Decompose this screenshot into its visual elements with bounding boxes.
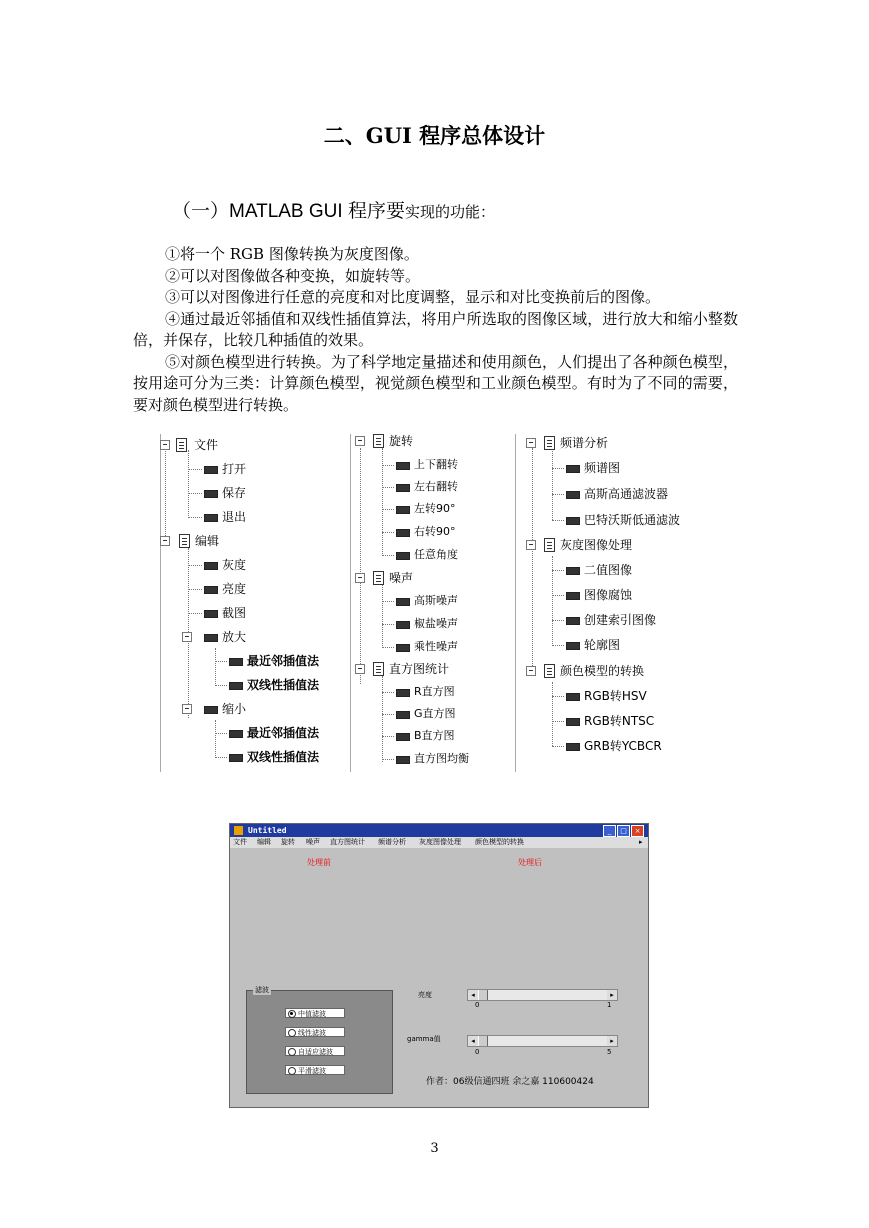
paragraph-3: ③可以对图像进行任意的亮度和对比度调整，显示和对比变换前后的图像。 bbox=[165, 288, 661, 306]
filter-panel bbox=[246, 986, 393, 1094]
slider-thumb[interactable] bbox=[478, 990, 488, 1000]
menu-spectrum[interactable]: 频谱分析 bbox=[378, 838, 406, 846]
brightness-min: 0 bbox=[475, 1001, 480, 1009]
slider-right-arrow-icon[interactable]: ▸ bbox=[607, 1036, 617, 1046]
after-label: 处理后 bbox=[518, 858, 542, 867]
menu-item-icon bbox=[396, 484, 410, 492]
tree-separator-2 bbox=[515, 434, 516, 772]
subtitle-main: （一）MATLAB GUI 程序要 bbox=[172, 201, 405, 222]
folder-doc-icon bbox=[544, 538, 555, 552]
matlab-gui-window bbox=[229, 823, 649, 1108]
folder-doc-icon bbox=[176, 438, 187, 452]
minimize-button[interactable]: _ bbox=[603, 825, 616, 837]
collapse-icon bbox=[182, 632, 192, 642]
collapse-icon bbox=[355, 664, 365, 674]
menu-item-icon bbox=[566, 567, 580, 575]
menu-noise[interactable]: 噪声 bbox=[306, 838, 320, 846]
paragraph-2: ②可以对图像做各种变换，如旋转等。 bbox=[165, 266, 421, 285]
paragraph-1: ①将一个 RGB 图像转换为灰度图像。 bbox=[165, 245, 419, 263]
menu-item-icon bbox=[396, 644, 410, 652]
tree-separator-1 bbox=[350, 434, 351, 772]
slider-left-arrow-icon[interactable]: ◂ bbox=[468, 990, 478, 1000]
collapse-icon bbox=[355, 573, 365, 583]
smooth-filter-radio[interactable]: 平滑滤波 bbox=[285, 1065, 345, 1075]
slider-left-arrow-icon[interactable]: ◂ bbox=[468, 1036, 478, 1046]
folder-doc-icon bbox=[373, 571, 384, 585]
collapse-icon bbox=[160, 440, 170, 450]
gamma-max: 5 bbox=[607, 1048, 612, 1056]
linear-filter-radio[interactable]: 线性滤波 bbox=[285, 1027, 345, 1037]
menu-item-icon bbox=[204, 562, 218, 570]
collapse-icon bbox=[526, 540, 536, 550]
folder-doc-icon bbox=[373, 662, 384, 676]
menu-histogram[interactable]: 直方图统计 bbox=[330, 838, 365, 846]
menu-item-icon bbox=[396, 598, 410, 606]
subsection-title bbox=[172, 196, 495, 223]
page-number: 3 bbox=[430, 1141, 439, 1156]
folder-doc-icon bbox=[544, 664, 555, 678]
toolbar-arrow-icon[interactable]: ▸ bbox=[639, 838, 643, 846]
collapse-icon bbox=[160, 536, 170, 546]
brightness-max: 1 bbox=[607, 1001, 612, 1009]
menu-item-icon bbox=[396, 689, 410, 697]
tree-left-border bbox=[160, 434, 161, 772]
menu-item-icon bbox=[566, 718, 580, 726]
menu-item-icon bbox=[396, 733, 410, 741]
menu-item-icon bbox=[229, 754, 243, 762]
collapse-icon bbox=[526, 438, 536, 448]
menu-item-icon bbox=[204, 706, 218, 714]
collapse-icon bbox=[182, 704, 192, 714]
slider-thumb[interactable] bbox=[478, 1036, 488, 1046]
menu-gray-proc[interactable]: 灰度图像处理 bbox=[419, 838, 461, 846]
brightness-slider[interactable] bbox=[467, 989, 618, 1001]
menu-item-icon bbox=[566, 617, 580, 625]
menu-item-icon bbox=[566, 743, 580, 751]
gamma-min: 0 bbox=[475, 1048, 480, 1056]
collapse-icon bbox=[526, 666, 536, 676]
adaptive-filter-radio[interactable]: 自适应滤波 bbox=[285, 1046, 345, 1056]
before-label: 处理前 bbox=[307, 858, 331, 867]
menu-item-icon bbox=[204, 586, 218, 594]
menu-item-icon bbox=[566, 693, 580, 701]
menu-rotate[interactable]: 旋转 bbox=[281, 838, 295, 846]
menu-edit[interactable]: 编辑 bbox=[257, 838, 271, 846]
filter-panel-legend: 滤波 bbox=[255, 986, 269, 994]
paragraph-5: ⑤对颜色模型进行转换。为了科学地定量描述和使用颜色，人们提出了各种颜色模型，按用途可分为三类：计算颜色模型，视觉颜色模型和工业颜色模型。有时为了不同的需要，要对颜色模型进行转换。 bbox=[133, 352, 738, 414]
window-menubar bbox=[230, 837, 648, 848]
brightness-label: 亮度 bbox=[418, 991, 432, 999]
slider-right-arrow-icon[interactable]: ▸ bbox=[607, 990, 617, 1000]
menu-file[interactable]: 文件 bbox=[233, 838, 247, 846]
window-title: Untitled bbox=[248, 826, 287, 835]
menu-tree-figure: 文件 打开 保存 退出 编辑 灰度 亮度 截图 放大 最近邻插值法 双线性插值法 缩小 最近邻插值法 双线性插值法 旋转 上下翻转 左右翻转 左转90° 右转90° 任意角度 噪声 高斯噪声 椒盐噪声 乘性噪声 直方图统计 R直方图 G直方图 B直方图 直方图均衡 频谱分析 频谱图 高斯高通滤波器 巴特沃斯低通滤波 灰度图像处理 二值图像 图像腐蚀 创建索引图像 轮廓图 颜色模型的转换 RGB转HSV RGB转NTSC GRB转YCBCR bbox=[160, 432, 705, 774]
menu-item-icon bbox=[396, 552, 410, 560]
window-titlebar bbox=[230, 824, 648, 837]
menu-item-icon bbox=[396, 711, 410, 719]
author-label: 作者：06级信通四班 余之嘉 110600424 bbox=[426, 1077, 594, 1087]
menu-item-icon bbox=[396, 529, 410, 537]
maximize-button[interactable]: □ bbox=[617, 825, 630, 837]
menu-item-icon bbox=[566, 642, 580, 650]
matlab-logo-icon bbox=[234, 826, 243, 835]
gamma-slider[interactable] bbox=[467, 1035, 618, 1047]
menu-item-icon bbox=[566, 517, 580, 525]
section-title: 二、GUI 程序总体设计 bbox=[323, 123, 546, 148]
menu-item-icon bbox=[204, 610, 218, 618]
menu-item-icon bbox=[204, 490, 218, 498]
menu-item-icon bbox=[396, 756, 410, 764]
menu-item-icon bbox=[204, 634, 218, 642]
close-button[interactable]: × bbox=[631, 825, 644, 837]
median-filter-radio[interactable]: 中值滤波 bbox=[285, 1008, 345, 1018]
folder-doc-icon bbox=[544, 436, 555, 450]
menu-item-icon bbox=[566, 491, 580, 499]
collapse-icon bbox=[355, 436, 365, 446]
body-text bbox=[133, 244, 738, 416]
menu-item-icon bbox=[396, 462, 410, 470]
folder-doc-icon bbox=[373, 434, 384, 448]
gamma-label: gamma值 bbox=[407, 1035, 441, 1043]
menu-item-icon bbox=[396, 621, 410, 629]
folder-doc-icon bbox=[179, 534, 190, 548]
menu-item-icon bbox=[229, 730, 243, 738]
menu-item-icon bbox=[204, 466, 218, 474]
menu-item-icon bbox=[566, 465, 580, 473]
menu-color-model[interactable]: 颜色模型的转换 bbox=[475, 838, 524, 846]
menu-item-icon bbox=[396, 506, 410, 514]
menu-item-icon bbox=[204, 514, 218, 522]
subtitle-small: 实现的功能： bbox=[404, 204, 495, 221]
menu-item-icon bbox=[229, 658, 243, 666]
menu-item-icon bbox=[229, 682, 243, 690]
paragraph-4: ④通过最近邻插值和双线性插值算法，将用户所选取的图像区域，进行放大和缩小整数倍，并保存，比较几种插值的效果。 bbox=[133, 309, 738, 349]
menu-item-icon bbox=[566, 592, 580, 600]
